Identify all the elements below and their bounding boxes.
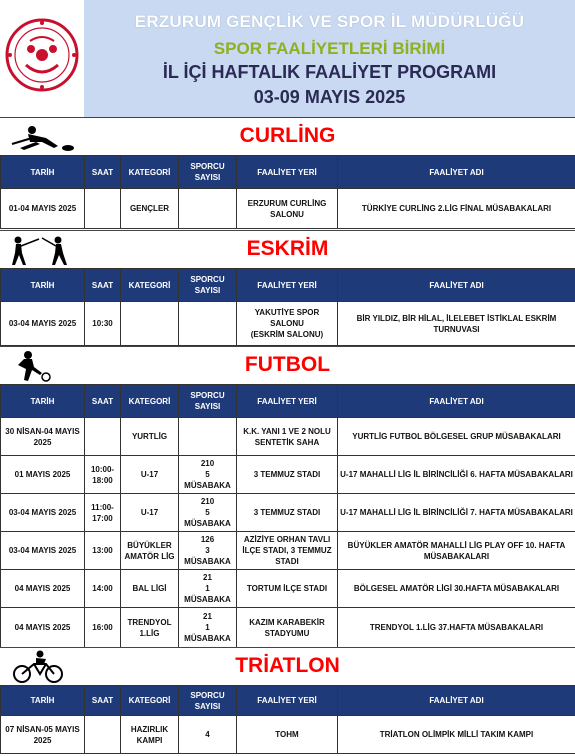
cell-venue: 3 TEMMUZ STADI (237, 456, 338, 494)
cell-athletes (179, 189, 237, 229)
table-row (1, 570, 575, 608)
header-date: TARİH (1, 269, 85, 302)
header-venue: FAALİYET YERİ (237, 156, 338, 189)
table-header-row (1, 269, 575, 302)
header-athletes: SPORCU SAYISI (179, 686, 237, 716)
header-time: SAAT (85, 686, 121, 716)
cell-venue: AZİZİYE ORHAN TAVLI İLÇE STADI, 3 TEMMUZ STADI (237, 532, 338, 570)
cell-category: GENÇLER (121, 189, 179, 229)
table-row (1, 456, 575, 494)
cell-activity: TRENDYOL 1.LİG 37.HAFTA MÜSABAKALARI (338, 608, 575, 648)
header-activity: FAALİYET ADI (338, 269, 575, 302)
header-category: KATEGORİ (121, 385, 179, 418)
cell-activity: BİR YILDIZ, BİR HİLAL, İLELEBET İSTİKLAL ESKRİM TURNUVASI (338, 302, 575, 346)
cell-time: 16:00 (85, 608, 121, 648)
cell-date: 07 NİSAN-05 MAYIS 2025 (1, 716, 85, 754)
section-title-curling: CURLİNG (239, 124, 336, 147)
table-row (1, 494, 575, 532)
cell-time: 13:00 (85, 532, 121, 570)
header-athletes: SPORCU SAYISI (179, 156, 237, 189)
ministry-seal-icon (2, 3, 82, 111)
cell-activity: TRİATLON OLİMPİK MİLLİ TAKIM KAMPI (338, 716, 575, 754)
cell-category: BÜYÜKLER AMATÖR LİG (121, 532, 179, 570)
table-football (0, 384, 575, 648)
cell-activity: YURTLİG FUTBOL BÖLGESEL GRUP MÜSABAKALARI (338, 418, 575, 456)
cell-time: 14:00 (85, 570, 121, 608)
header-time: SAAT (85, 385, 121, 418)
cell-category: U-17 (121, 494, 179, 532)
cell-athletes: 21 1 MÜSABAKA (179, 608, 237, 648)
header-activity: FAALİYET ADI (338, 156, 575, 189)
cell-activity: BÖLGESEL AMATÖR LİGİ 30.HAFTA MÜSABAKALARI (338, 570, 575, 608)
cell-athletes: 21 1 MÜSABAKA (179, 570, 237, 608)
cell-date: 01 MAYIS 2025 (1, 456, 85, 494)
table-header-row (1, 385, 575, 418)
section-title-triathlon: TRİATLON (235, 654, 340, 677)
section-banner-curling (0, 117, 575, 156)
cell-time (85, 189, 121, 229)
cell-category: TRENDYOL 1.LİG (121, 608, 179, 648)
header-time: SAAT (85, 269, 121, 302)
cell-athletes: 126 3 MÜSABAKA (179, 532, 237, 570)
cell-venue: TORTUM İLÇE STADI (237, 570, 338, 608)
cell-date: 01-04 MAYIS 2025 (1, 189, 85, 229)
directorate-title: ERZURUM GENÇLİK VE SPOR İL MÜDÜRLÜĞÜ (134, 12, 525, 31)
table-row (1, 418, 575, 456)
cell-time (85, 716, 121, 754)
cell-date: 30 NİSAN-04 MAYIS 2025 (1, 418, 85, 456)
date-range-title: 03-09 MAYIS 2025 (253, 87, 406, 107)
header-venue: FAALİYET YERİ (237, 686, 338, 716)
table-row (1, 608, 575, 648)
cell-venue: 3 TEMMUZ STADI (237, 494, 338, 532)
cell-venue: KAZIM KARABEKİR STADYUMU (237, 608, 338, 648)
header-activity: FAALİYET ADI (338, 686, 575, 716)
header-time: SAAT (85, 156, 121, 189)
header-venue: FAALİYET YERİ (237, 385, 338, 418)
cell-date: 03-04 MAYIS 2025 (1, 494, 85, 532)
cell-athletes (179, 418, 237, 456)
cell-activity: BÜYÜKLER AMATÖR MAHALLİ LİG PLAY OFF 10. HAFTA MÜSABAKALARI (338, 532, 575, 570)
table-fencing (0, 268, 575, 346)
cell-time: 10:30 (85, 302, 121, 346)
cell-venue: TOHM (237, 716, 338, 754)
cell-athletes: 4 (179, 716, 237, 754)
cell-date: 03-04 MAYIS 2025 (1, 302, 85, 346)
header-date: TARİH (1, 385, 85, 418)
page-header (0, 0, 575, 117)
section-banner-triathlon (0, 647, 575, 686)
header-category: KATEGORİ (121, 269, 179, 302)
cell-date: 04 MAYIS 2025 (1, 570, 85, 608)
header-date: TARİH (1, 156, 85, 189)
header-venue: FAALİYET YERİ (237, 269, 338, 302)
header-title-box (84, 0, 575, 117)
cell-time (85, 418, 121, 456)
cell-athletes (179, 302, 237, 346)
table-triathlon (0, 685, 575, 754)
table-row (1, 189, 575, 229)
header-activity: FAALİYET ADI (338, 385, 575, 418)
cell-activity: U-17 MAHALLİ LİG İL BİRİNCİLİĞİ 6. HAFTA MÜSABAKALARI (338, 456, 575, 494)
header-athletes: SPORCU SAYISI (179, 269, 237, 302)
cell-activity: U-17 MAHALLİ LİG İL BİRİNCİLİĞİ 7. HAFTA MÜSABAKALARI (338, 494, 575, 532)
program-title: İL İÇİ HAFTALIK FAALİYET PROGRAMI (162, 62, 497, 82)
table-curling (0, 155, 575, 229)
unit-title: SPOR FAALİYETLERİ BİRİMİ (213, 39, 446, 58)
section-banner-football (0, 346, 575, 385)
cell-category: BAL LİGİ (121, 570, 179, 608)
cell-category: YURTLİG (121, 418, 179, 456)
header-athletes: SPORCU SAYISI (179, 385, 237, 418)
section-title-fencing: ESKRİM (246, 237, 329, 260)
table-header-row (1, 156, 575, 189)
cell-category (121, 302, 179, 346)
cell-time: 11:00-17:00 (85, 494, 121, 532)
cell-activity: TÜRKİYE CURLİNG 2.LİG FİNAL MÜSABAKALARI (338, 189, 575, 229)
cell-venue: ERZURUM CURLİNG SALONU (237, 189, 338, 229)
table-row (1, 532, 575, 570)
cell-date: 03-04 MAYIS 2025 (1, 532, 85, 570)
table-row (1, 302, 575, 346)
section-title-football: FUTBOL (244, 353, 331, 376)
cell-time: 10:00-18:00 (85, 456, 121, 494)
cell-category: HAZIRLIK KAMPI (121, 716, 179, 754)
header-category: KATEGORİ (121, 686, 179, 716)
section-banner-fencing (0, 230, 575, 269)
cell-date: 04 MAYIS 2025 (1, 608, 85, 648)
cell-venue: YAKUTİYE SPOR SALONU (ESKRİM SALONU) (237, 302, 338, 346)
header-category: KATEGORİ (121, 156, 179, 189)
table-header-row (1, 686, 575, 716)
header-date: TARİH (1, 686, 85, 716)
cell-category: U-17 (121, 456, 179, 494)
cell-athletes: 210 5 MÜSABAKA (179, 456, 237, 494)
cell-athletes: 210 5 MÜSABAKA (179, 494, 237, 532)
cell-venue: K.K. YANI 1 VE 2 NOLU SENTETİK SAHA (237, 418, 338, 456)
table-row (1, 716, 575, 754)
